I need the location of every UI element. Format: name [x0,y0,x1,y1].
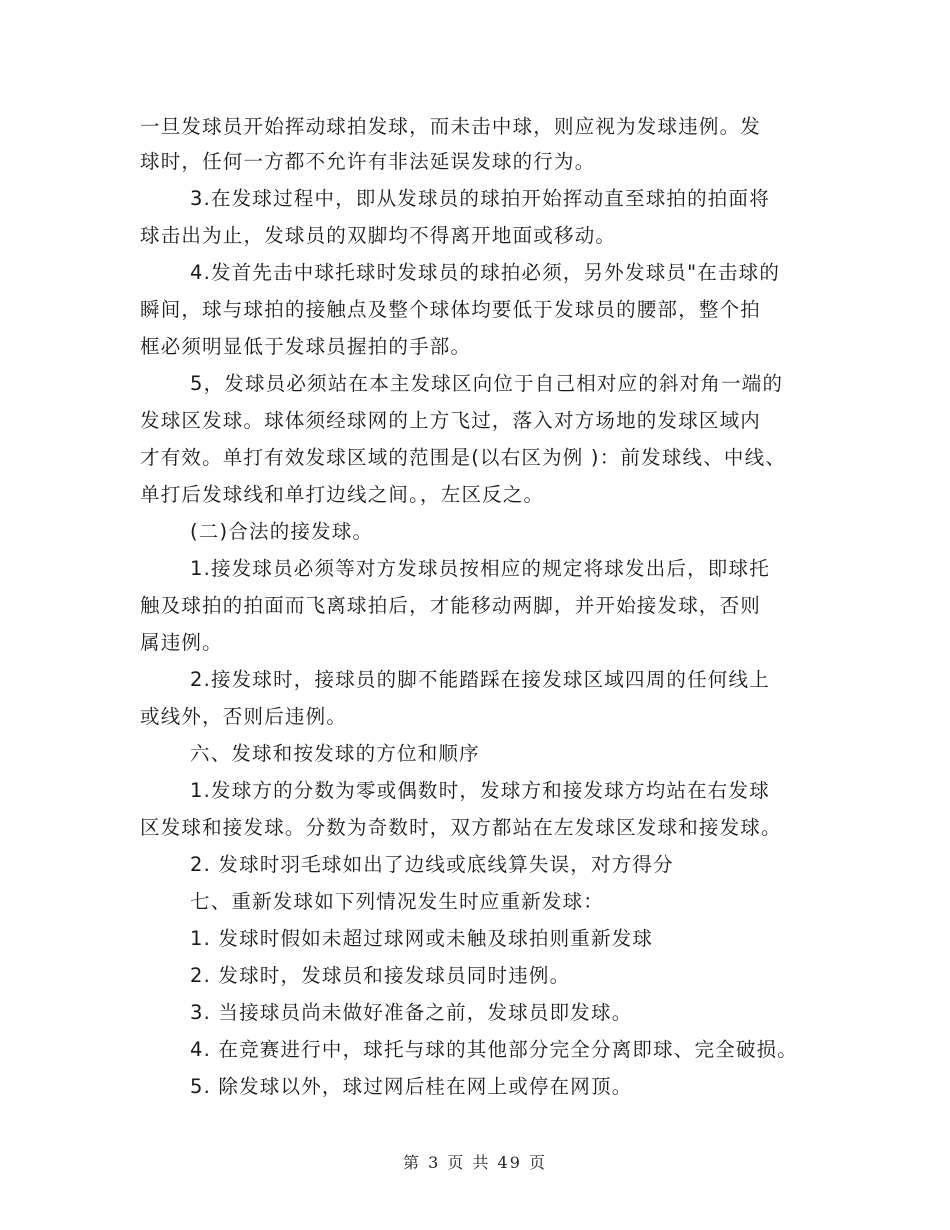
section-heading: (二)合法的接发球。 [190,520,374,543]
list-item: 5. 除发球以外，球过网后桂在网上或停在网顶。 [190,1075,633,1098]
list-item: 3. 当接球员尚未做好准备之前，发球员即发球。 [190,1001,633,1024]
paragraph-line: 框必须明显低于发球员握拍的手部。 [140,335,472,358]
paragraph-line: 发球区发球。球体须经球网的上方飞过，落入对方场地的发球区域内 [140,409,762,432]
paragraph-line: 或线外，否则后违例。 [140,705,348,728]
paragraph-line: 球击出为止，发球员的双脚均不得离开地面或移动。 [140,224,617,247]
paragraph-line: 5，发球员必须站在本主发球区向位于自己相对应的斜对角一端的 [190,372,784,395]
section-heading: 七、重新发球如下列情况发生时应重新发球： [190,890,605,913]
paragraph-line: 触及球拍的拍面而飞离球拍后，才能移动两脚，并开始接发球，否则 [140,594,762,617]
paragraph-line: 区发球和接发球。分数为奇数时，双方都站在左发球区发球和接发球。 [140,816,782,839]
paragraph-line: 1.发球方的分数为零或偶数时，发球方和接发球方均站在右发球 [190,779,770,802]
paragraph-line: 单打后发球线和单打边线之间。，左区反之。 [140,483,545,506]
paragraph-line: 属违例。 [140,631,223,654]
list-item: 1. 发球时假如未超过球网或未触及球拍则重新发球 [190,927,654,950]
paragraph-line: 一旦发球员开始挥动球拍发球，而未击中球，则应视为发球违例。发 [140,115,762,138]
list-item: 4. 在竞赛进行中，球托与球的其他部分完全分离即球、完全破损。 [190,1038,799,1061]
section-heading: 六、发球和按发球的方位和顺序 [190,742,480,765]
paragraph-line: 才有效。单打有效发球区域的范围是(以右区为例 )：前发球线、中线、 [140,446,787,469]
paragraph-line: 2. 发球时羽毛球如出了边线或底线算失误，对方得分 [190,853,674,876]
paragraph-line: 2.接发球时，接球员的脚不能踏踩在接发球区域四周的任何线上 [190,668,770,691]
list-item: 2. 发球时，发球员和接发球员同时违例。 [190,964,571,987]
paragraph-line: 1.接发球员必须等对方发球员按相应的规定将球发出后，即球托 [190,557,770,580]
paragraph-line: 瞬间，球与球拍的接触点及整个球体均要低于发球员的腰部，整个拍 [140,298,762,321]
paragraph-line: 球时，任何一方都不允许有非法延误发球的行为。 [140,150,596,173]
paragraph-line: 3.在发球过程中，即从发球员的球拍开始挥动直至球拍的拍面将 [190,187,770,210]
page-number-footer: 第 3 页 共 49 页 [403,1153,547,1172]
paragraph-line: 4.发首先击中球托球时发球员的球拍必须，另外发球员"在击球的 [190,261,781,284]
